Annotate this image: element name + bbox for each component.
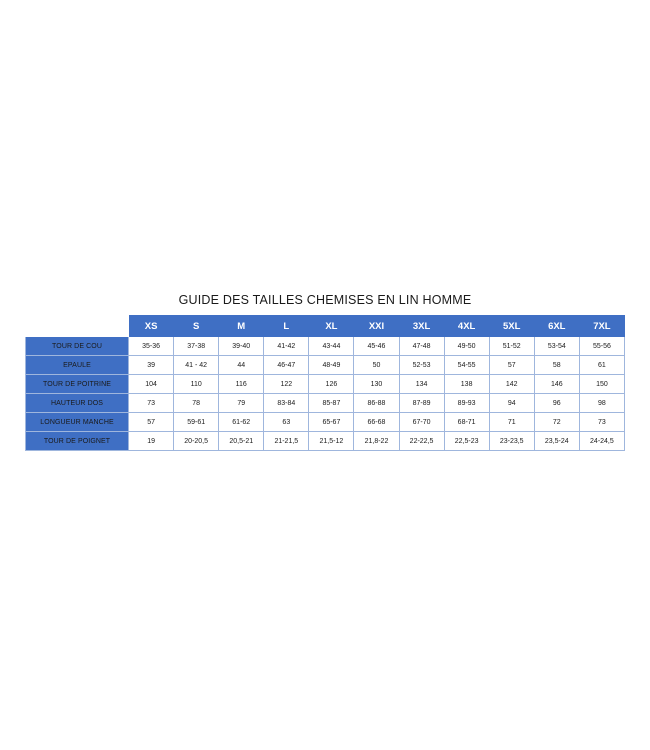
row-label-hauteur-dos: HAUTEUR DOS	[26, 394, 129, 413]
cell: 78	[174, 394, 219, 413]
cell: 23-23,5	[489, 432, 534, 451]
row-label-epaule: EPAULE	[26, 356, 129, 375]
column-header-xs: XS	[129, 316, 174, 337]
cell: 67-70	[399, 413, 444, 432]
cell: 61-62	[219, 413, 264, 432]
table-row	[26, 337, 625, 356]
cell: 150	[579, 375, 624, 394]
table-row	[26, 432, 625, 451]
table-header-row	[26, 316, 625, 337]
cell: 58	[534, 356, 579, 375]
cell: 45-46	[354, 337, 399, 356]
cell: 71	[489, 413, 534, 432]
cell: 68-71	[444, 413, 489, 432]
cell: 126	[309, 375, 354, 394]
cell: 48-49	[309, 356, 354, 375]
row-label-tour-de-poitrine: TOUR DE POITRINE	[26, 375, 129, 394]
cell: 22-22,5	[399, 432, 444, 451]
cell: 21-21,5	[264, 432, 309, 451]
cell: 47-48	[399, 337, 444, 356]
column-header-l: L	[264, 316, 309, 337]
column-header-6xl: 6XL	[534, 316, 579, 337]
cell: 146	[534, 375, 579, 394]
cell: 122	[264, 375, 309, 394]
column-header-xl: XL	[309, 316, 354, 337]
cell: 21,8-22	[354, 432, 399, 451]
column-header-4xl: 4XL	[444, 316, 489, 337]
table-row	[26, 394, 625, 413]
cell: 130	[354, 375, 399, 394]
column-header-5xl: 5XL	[489, 316, 534, 337]
cell: 63	[264, 413, 309, 432]
cell: 50	[354, 356, 399, 375]
row-label-tour-de-cou: TOUR DE COU	[26, 337, 129, 356]
cell: 86-88	[354, 394, 399, 413]
cell: 54-55	[444, 356, 489, 375]
column-header-7xl: 7XL	[579, 316, 624, 337]
cell: 57	[129, 413, 174, 432]
cell: 61	[579, 356, 624, 375]
table-row	[26, 413, 625, 432]
cell: 110	[174, 375, 219, 394]
table-row	[26, 375, 625, 394]
cell: 19	[129, 432, 174, 451]
table-corner-cell	[26, 316, 129, 337]
column-header-s: S	[174, 316, 219, 337]
cell: 21,5-12	[309, 432, 354, 451]
cell: 134	[399, 375, 444, 394]
cell: 49-50	[444, 337, 489, 356]
cell: 96	[534, 394, 579, 413]
cell: 87-89	[399, 394, 444, 413]
cell: 35-36	[129, 337, 174, 356]
table-row	[26, 356, 625, 375]
cell: 72	[534, 413, 579, 432]
cell: 23,5-24	[534, 432, 579, 451]
size-chart-table	[25, 315, 625, 451]
cell: 53-54	[534, 337, 579, 356]
page-title: GUIDE DES TAILLES CHEMISES EN LIN HOMME	[178, 293, 472, 307]
cell: 41 - 42	[174, 356, 219, 375]
size-guide-block	[25, 289, 625, 451]
cell: 73	[129, 394, 174, 413]
cell: 94	[489, 394, 534, 413]
cell: 46-47	[264, 356, 309, 375]
cell: 83-84	[264, 394, 309, 413]
cell: 73	[579, 413, 624, 432]
cell: 39-40	[219, 337, 264, 356]
cell: 43-44	[309, 337, 354, 356]
cell: 65-67	[309, 413, 354, 432]
cell: 20-20,5	[174, 432, 219, 451]
column-header-m: M	[219, 316, 264, 337]
cell: 89-93	[444, 394, 489, 413]
row-label-tour-de-poignet: TOUR DE POIGNET	[26, 432, 129, 451]
cell: 98	[579, 394, 624, 413]
cell: 138	[444, 375, 489, 394]
cell: 37-38	[174, 337, 219, 356]
cell: 55-56	[579, 337, 624, 356]
cell: 57	[489, 356, 534, 375]
column-header-xxi: XXI	[354, 316, 399, 337]
cell: 22,5-23	[444, 432, 489, 451]
cell: 104	[129, 375, 174, 394]
cell: 52-53	[399, 356, 444, 375]
cell: 79	[219, 394, 264, 413]
cell: 41-42	[264, 337, 309, 356]
cell: 39	[129, 356, 174, 375]
row-label-longueur-manche: LONGUEUR MANCHE	[26, 413, 129, 432]
cell: 59-61	[174, 413, 219, 432]
cell: 24-24,5	[579, 432, 624, 451]
cell: 85-87	[309, 394, 354, 413]
column-header-3xl: 3XL	[399, 316, 444, 337]
cell: 66-68	[354, 413, 399, 432]
cell: 51-52	[489, 337, 534, 356]
cell: 142	[489, 375, 534, 394]
cell: 44	[219, 356, 264, 375]
cell: 20,5-21	[219, 432, 264, 451]
cell: 116	[219, 375, 264, 394]
